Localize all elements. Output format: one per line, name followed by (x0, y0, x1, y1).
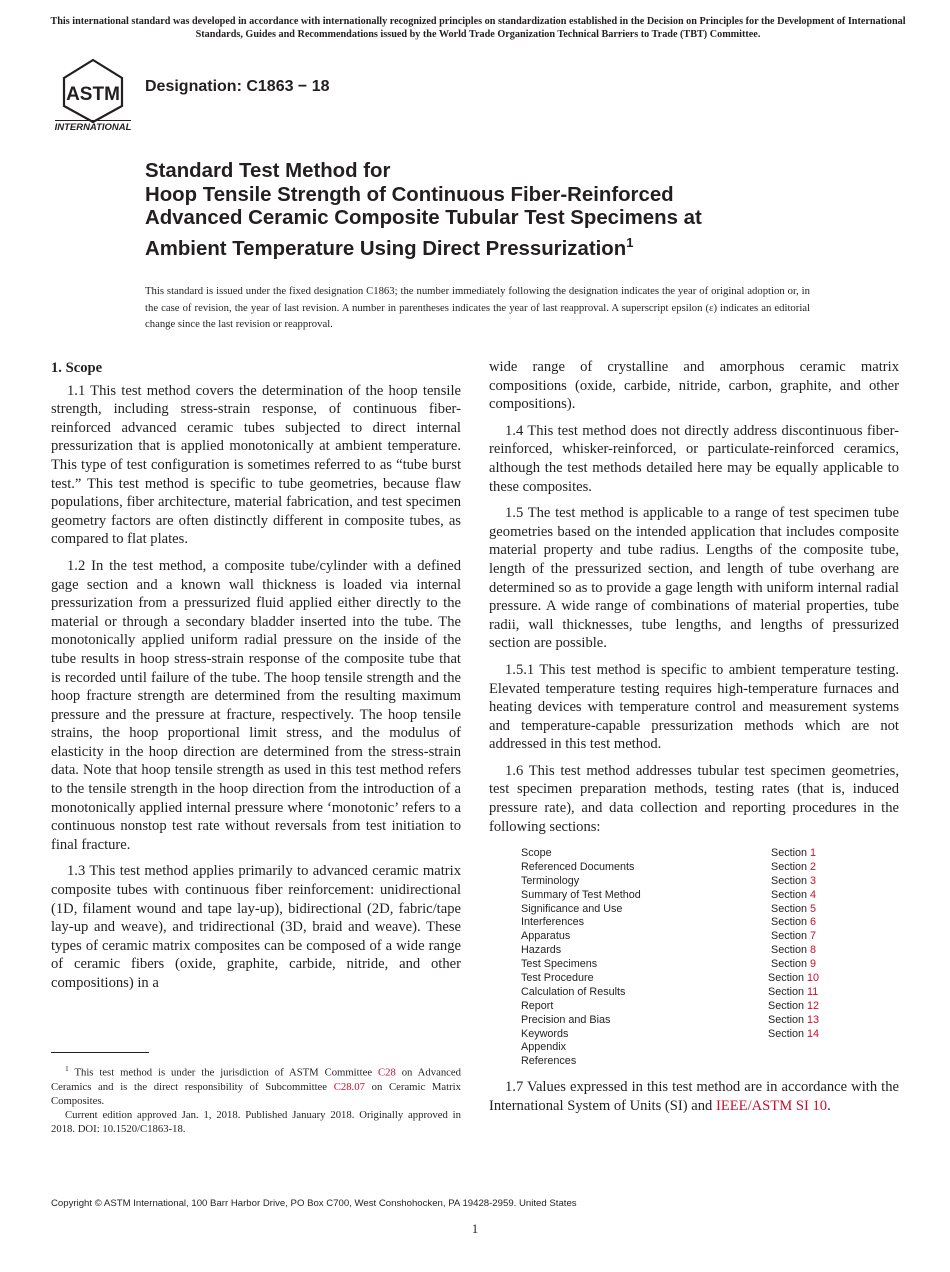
toc-label: Interferences (521, 916, 585, 929)
toc-row (521, 944, 861, 958)
left-column (51, 359, 461, 1001)
toc-section: Section 13 (768, 1013, 820, 1026)
paragraph-1-5: 1.5 The test method is applicable to a range of test specimen tube geometries based on the intended application that includes composite material property and tube radius. Lengths of the composite tube, length of the pressurized section, and length of tube overhang are determined so as to provide a gage length with uniform internal radial pressure. A wide range of combinations of material properties, tube radii, wall thicknesses, tube lengths, and lengths of pressurized section are possible. (489, 505, 899, 652)
toc-row (521, 1041, 861, 1055)
paragraph-1-7-block (489, 1078, 899, 1115)
toc-section-link[interactable]: 13 (807, 1013, 820, 1026)
paragraph-1-2: 1.2 In the test method, a composite tube/cylinder with a defined gage section and a known wall thickness is loaded via internal pressurization from a pressurized fluid applied either directly to the material or through a secondary bladder inserted into the tube. The monotonically applied uniform radial pressure on the inside of the tube results in hoop stress-strain response of the composite tube that is recorded until failure of the tube. The hoop tensile strength and the hoop fracture strength are determined from the resulting maximum pressure and the pressure at fracture, respectively. The hoop tensile strains, the hoop proportional limit stress, and the modulus of elasticity in the hoop direction are determined from the stress-strain data. Note that hoop tensile strength as used in this test method refers to the tensile strength in the hoop direction from the introduction of a monotonically applied internal pressure where ‘monotonic’ refers to a continuous nonstop test rate without reversals from test initiation to final fracture. (51, 557, 461, 853)
toc-section: Section 4 (771, 888, 817, 901)
toc-label: Referenced Documents (521, 860, 635, 873)
toc-label: Apparatus (521, 930, 571, 943)
toc-section-link[interactable]: 2 (810, 860, 817, 873)
toc-label: Report (521, 999, 554, 1012)
designation: Designation: C1863 − 18 (145, 78, 330, 95)
toc-section-link[interactable]: 5 (810, 902, 817, 915)
toc-row (521, 1000, 861, 1014)
toc-row (521, 903, 861, 917)
toc-section-link[interactable]: 4 (810, 888, 817, 901)
toc-section-link[interactable]: 10 (807, 972, 820, 985)
toc-label: Scope (521, 847, 552, 859)
toc-label: Significance and Use (521, 902, 623, 915)
toc-row (521, 875, 861, 889)
toc-section-link[interactable]: 1 (810, 847, 817, 859)
title-line: Advanced Ceramic Composite Tubular Test Specimens at (145, 207, 702, 229)
toc-section: Section 1 (771, 847, 817, 859)
toc-section-link[interactable]: 14 (807, 1027, 820, 1040)
toc-section-link[interactable]: 9 (810, 958, 817, 971)
toc-row (521, 916, 861, 930)
toc-row (521, 847, 861, 861)
paragraph-1-3: 1.3 This test method applies primarily to advanced ceramic matrix composite tubes with continuous fiber reinforcement: unidirectional (1D, filament wound and tape lay-up), bidirectional (2D, fabric/tape lay-up and weave), and tridirectional (3D, braid and weave). These types of ceramic matrix composites can be composed of a wide range of ceramic fibers (oxide, graphite, carbide, nitride, and other compositions) in a (51, 863, 461, 991)
toc-row (521, 889, 861, 903)
toc-section: Section 10 (768, 972, 820, 985)
toc-section-link[interactable]: 8 (810, 944, 817, 957)
toc-row (521, 1028, 861, 1042)
page-number: 1 (471, 1222, 479, 1236)
toc-label: Keywords (521, 1027, 569, 1040)
toc-label: Calculation of Results (521, 985, 626, 998)
toc-section: Section 3 (771, 874, 817, 887)
subcommittee-link[interactable]: C28.07 (333, 1080, 365, 1093)
footnote-divider (51, 1052, 149, 1053)
title-footnote-mark: 1 (626, 234, 634, 250)
toc-row (521, 861, 861, 875)
paragraph-1-5-1: 1.5.1 This test method is specific to ambient temperature testing. Elevated temperature testing requires high-temperature furnaces and heating devices with temperature control and measurement systems and temperature-capable pressurization methods which are not addressed in this test method. (489, 661, 899, 753)
toc-row (521, 972, 861, 986)
footnote-edition: Current edition approved Jan. 1, 2018. Published January 2018. Originally approved in 2018. DOI: 10.1520/C1863-18. (51, 1108, 461, 1135)
footnote-jurisdiction: $^1$ This test method is under the jurisdiction of ASTM Committee C28 on Advanced Ceramics and is the direct responsibility of Subcommittee C28.07 on Ceramic Matrix Composites. (51, 1064, 461, 1107)
toc-section-link[interactable]: 7 (810, 930, 817, 943)
copyright: Copyright © ASTM International, 100 Barr Harbor Drive, PO Box C700, West Conshohocken, PA 19428-2959. United States (51, 1198, 577, 1209)
tbt-notice: This international standard was developed in accordance with internationally recognized principles on standardization established in the Decision on Principles for the Development of International Standards, Guides and Recommendations issued by the World Trade Organization Technical Barriers to Trade (TBT) Committee. (50, 16, 906, 40)
paragraph-1-6: 1.6 This test method addresses tubular test specimen geometries, test specimen preparation methods, testing rates (that is, induced pressure rate), and data collection and reporting procedures in the following sections: (489, 762, 899, 835)
paragraph-1-4: 1.4 This test method does not directly address discontinuous fiber-reinforced, whisker-reinforced, or particulate-reinforced ceramics, although the test methods detailed here may be equally applicable to these composites. (489, 422, 899, 495)
designation-note: This standard is issued under the fixed designation C1863; the number immediately following the designation indicates the year of original adoption or, in the case of revision, the year of last revision. A number in parentheses indicates the year of last reapproval. A superscript epsilon (ε) indicates an editorial change since the last revision or reapproval. (145, 285, 810, 330)
toc-section: Section 5 (771, 902, 817, 915)
right-column (489, 358, 899, 844)
toc-label: Terminology (521, 874, 580, 887)
logo-subtext: INTERNATIONAL (54, 122, 132, 132)
document-title (145, 160, 905, 261)
footnote (51, 1062, 461, 1136)
toc-label: References (521, 1055, 577, 1068)
toc-section: Section 7 (771, 930, 817, 943)
toc-section-link[interactable]: 3 (810, 874, 817, 887)
toc-section: Section 12 (768, 999, 820, 1012)
toc-section-link[interactable]: 11 (807, 985, 819, 998)
toc-section: Section 6 (771, 916, 817, 929)
logo-text: ASTM (66, 84, 120, 105)
toc-row (521, 986, 861, 1000)
toc-section-link[interactable]: 6 (810, 916, 817, 929)
toc-row (521, 930, 861, 944)
toc-label: Hazards (521, 944, 562, 957)
toc-section: Section 2 (771, 860, 817, 873)
title-line (145, 231, 905, 261)
toc-section: Section 14 (768, 1027, 820, 1040)
title-line: Hoop Tensile Strength of Continuous Fiber-Reinforced (145, 183, 674, 206)
toc-row (521, 958, 861, 972)
toc-row (521, 1055, 861, 1069)
toc-section: Section 8 (771, 944, 817, 957)
section-table (521, 847, 861, 1069)
paragraph-1-7: 1.7 Values expressed in this test method are in accordance with the International System of Units (SI) and IEEE/ASTM SI 10. (489, 1079, 899, 1114)
toc-section-link[interactable]: 12 (807, 999, 820, 1012)
toc-label: Test Specimens (521, 958, 598, 971)
toc-label: Precision and Bias (521, 1013, 611, 1026)
ieee-astm-si10-link[interactable]: IEEE/ASTM SI 10 (715, 1097, 828, 1114)
toc-label: Appendix (521, 1041, 567, 1054)
title-line-text: Ambient Temperature Using Direct Pressurization (145, 237, 627, 260)
toc-row (521, 1014, 861, 1028)
paragraph-1-1: 1.1 This test method covers the determination of the hoop tensile strength, including stress-strain response, of continuous fiber-reinforced advanced ceramic tubes subjected to direct internal pressurization that is applied monotonically at ambient temperature. This type of test configuration is sometimes referred to as “tube burst test.” This test method is specific to tube geometries, because flaw populations, fiber architecture, material fabrication, and test specimen geometry factors are often distinctly different in composite tubes, as compared to flat plates. (51, 382, 461, 548)
toc-section: Section 9 (771, 958, 817, 971)
toc-section: Section 11 (768, 985, 819, 998)
paragraph-1-3-continued: wide range of crystalline and amorphous ceramic matrix compositions (oxide, carbide, nitride, carbon, graphite, and other compositions). (489, 359, 899, 413)
toc-label: Summary of Test Method (521, 888, 641, 901)
astm-logo (52, 56, 134, 132)
committee-link[interactable]: C28 (377, 1066, 396, 1079)
toc-label: Test Procedure (521, 972, 594, 985)
title-line: Standard Test Method for (145, 160, 391, 182)
section-heading-scope: 1. Scope (51, 360, 103, 376)
